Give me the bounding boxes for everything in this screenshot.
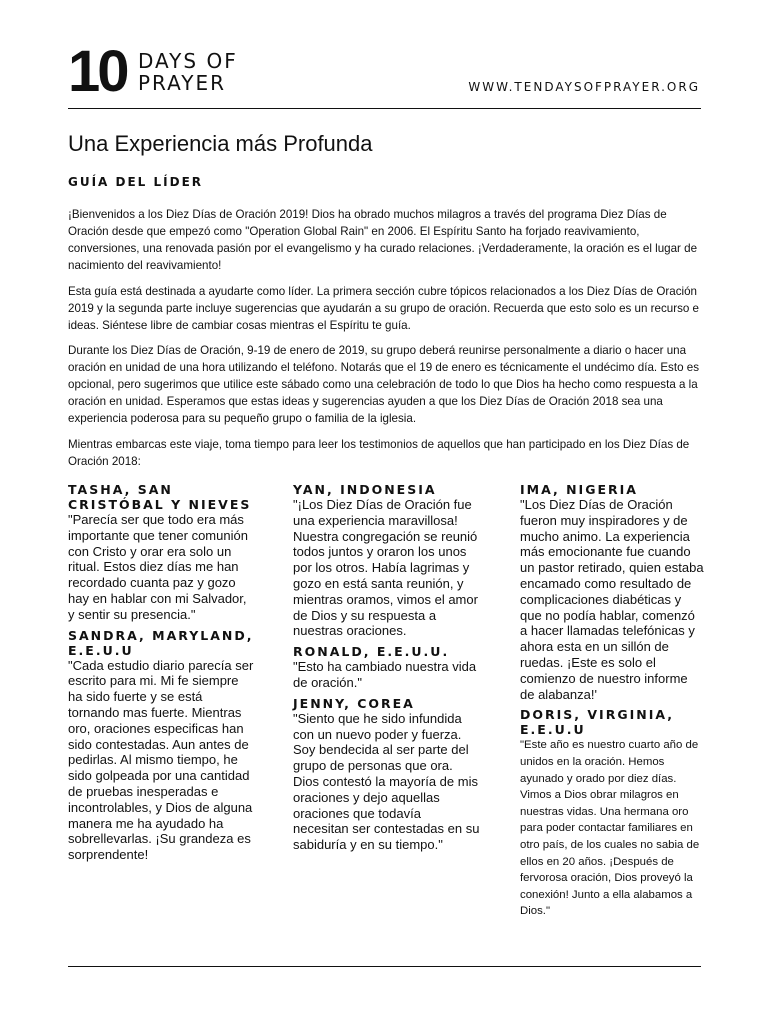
testimonial-name: IMA, NIGERIA — [520, 482, 638, 497]
testimonial-name: TASHA, SAN CRISTÓBAL Y NIEVES — [68, 482, 252, 512]
testimonial — [68, 628, 254, 863]
logo-line-days: DAYS OF — [138, 49, 238, 73]
intro-paragraph: Esta guía está destinada a ayudarte como líder. La primera sección cubre tópicos relacionados a los Diez Días de Oración 2019 y la segunda parte incluye sugerencias que ayudarán a su grupo de oración. Recuerda que esto solo es un recurso e ideas. Siéntese libre de cambiar cosas mientras el Espíritu te guía. — [68, 284, 699, 332]
testimonial-quote: "Siento que he sido infundida con un nuevo poder y fuerza. Soy bendecida al ser parte del grupo de personas que ora. Dios contestó la mayoría de mis oraciones y dejo aquellas oraciones que todavía necesitan ser contestadas en su sabiduría y en su tiempo." — [293, 710, 480, 853]
intro-paragraph: Durante los Diez Días de Oración, 9-19 de enero de 2019, su grupo deberá reunirse personalmente a diario o hacer una oración en unidad de una hora utilizando el teléfono. Notarás que el 19 de enero es técnicamente el undécimo día. Esto es opcional, pero sugerimos que utilice este sábado como una celebración de todo lo que Dios ha hecho como respuesta a la oración en unidad. Esperamos que estas ideas y sugerencias ayuden a que los Diez Días de Oración 2018 sea una experiencia poderosa para su pequeño grupo o familia de la iglesia. — [68, 344, 699, 425]
testimonial — [293, 644, 480, 691]
testimonial — [520, 482, 704, 702]
testimonial-quote: "Parecía ser que todo era más importante que tener comunión con Cristo y orar era solo un ritual. Estos diez días me han recordado cuanta paz y gozo hay en hablar con mi Salvador, y sentir su presencia." — [68, 512, 248, 622]
testimonial — [68, 482, 254, 623]
testimonials-column-3 — [520, 482, 704, 925]
intro-paragraph: Mientras embarcas este viaje, toma tiempo para leer los testimonios de aquellos que han participado en los Diez Días de Oración 2018: — [68, 437, 690, 468]
testimonial-name: DORIS, VIRGINIA, E.E.U.U — [520, 707, 675, 738]
logo-number: 10 — [68, 39, 127, 104]
testimonials-column-2 — [293, 482, 480, 858]
logo-text — [138, 50, 238, 94]
testimonial-quote: "Esto ha cambiado nuestra vida de oración." — [293, 659, 477, 690]
testimonial-quote: "Los Diez Días de Oración fueron muy inspiradores y de mucho animo. La experiencia más emocionante fue cuando un pastor retirado, quien estaba encamado como resultado de complicaciones diabéticas y que no podía hablar, comenzó a hacer llamadas telefónicas y ahora esta en un sillón de ruedas. ¡Este es solo el comienzo de nuestro informe de alabanza!' — [520, 497, 704, 702]
testimonial — [293, 482, 480, 639]
website-url: WWW.TENDAYSOFPRAYER.ORG — [468, 80, 700, 94]
intro-text — [68, 206, 704, 478]
testimonial-quote: "¡Los Diez Días de Oración fue una experiencia maravillosa! Nuestra congregación se reunió todos juntos y oraron los unos por los otros. Había lagrimas y gozo en está santa reunión, y mientras oramos, vimos el amor de Dios y su respuesta a nuestras oraciones. — [293, 497, 478, 639]
section-subtitle: GUÍA DEL LÍDER — [68, 175, 204, 189]
testimonial-name: YAN, INDONESIA — [293, 482, 437, 497]
testimonials-column-1 — [68, 482, 254, 868]
logo-line-prayer: PRAYER — [138, 71, 227, 95]
testimonial-name: SANDRA, MARYLAND, E.E.U.U — [68, 627, 254, 658]
testimonial-quote: "Cada estudio diario parecía ser escrito para mi. Mi fe siempre ha sido fuerte y se está tornando mas fuerte. Mientras oro, oraciones especificas han sido contestadas. Aun antes de pedirlas. Al mismo tiempo, he sido golpeada por una cantidad de pruebas inesperadas e incontrolables, y Dios de alguna manera me ha ayudado ha sobrellevarlas. ¡Su grandeza es sorprendente! — [68, 657, 254, 863]
testimonial-name: JENNY, COREA — [293, 695, 415, 711]
testimonial — [293, 696, 480, 853]
page-title: Una Experiencia más Profunda — [68, 131, 373, 156]
testimonial — [520, 707, 704, 920]
intro-paragraph: ¡Bienvenidos a los Diez Días de Oración 2019! Dios ha obrado muchos milagros a través del programa Diez Días de Oración desde que empezó como "Operation Global Rain" en 2006. El Espíritu Santo ha forjado reavivamiento, conversiones, una renovada pasión por el evangelismo y ha curado relaciones. ¡Verdaderamente, la oración es el lugar de nacimiento del reavivamiento! — [68, 208, 698, 272]
testimonial-name: RONALD, E.E.U.U. — [293, 644, 450, 660]
testimonial-quote: "Este año es nuestro cuarto año de unidos en la oración. Hemos ayunado y orado por diez días. Vimos a Dios obrar milagros en nuestras vidas. Una hermana oro para poder contactar familiares en otro país, de los cuales no sabia de ellos en 20 años. ¡Después de fervorosa oración, Dios proveyó la conexión! Junto a ella alabamos a Dios." — [520, 739, 700, 918]
footer-divider — [68, 966, 701, 967]
header-divider — [68, 108, 701, 109]
